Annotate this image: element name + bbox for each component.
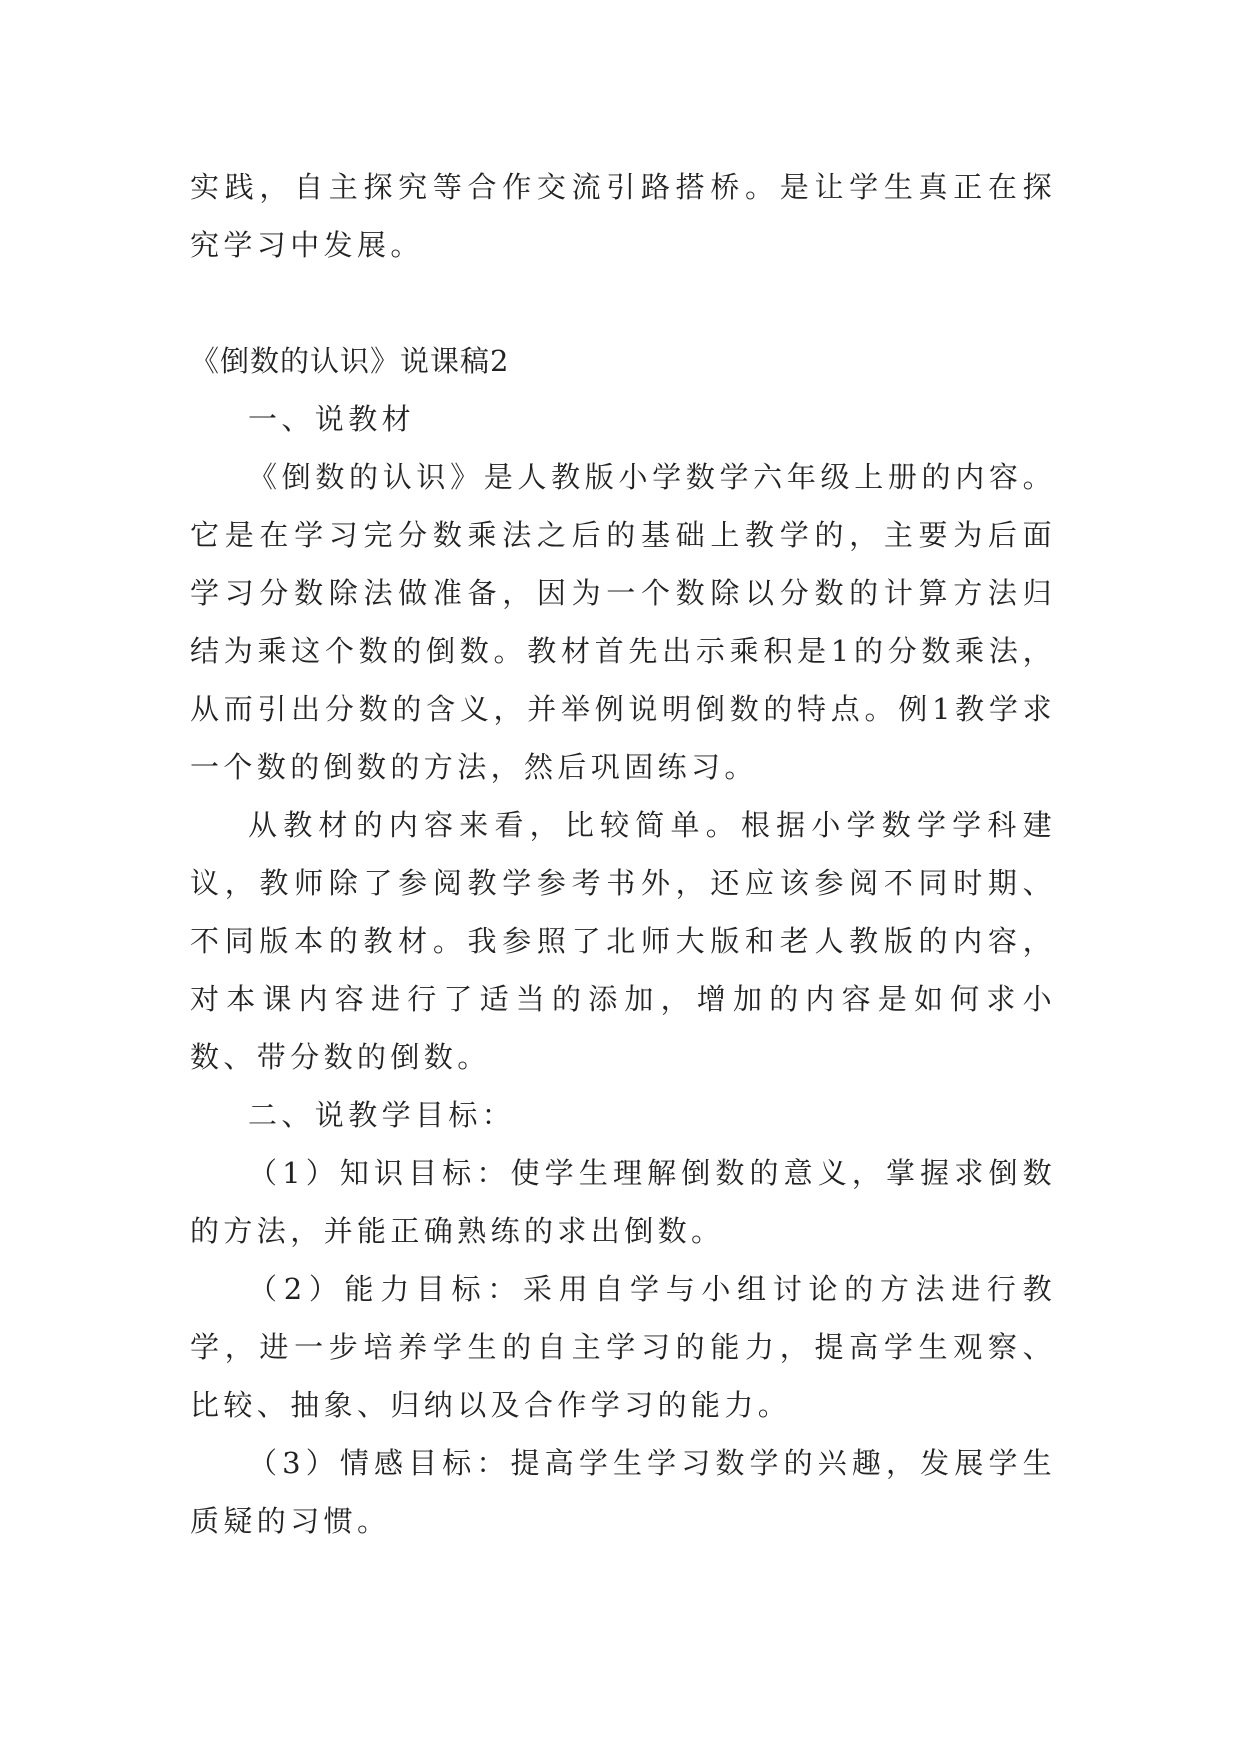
paragraph-continued: 实践，自主探究等合作交流引路搭桥。是让学生真正在探究学习中发展。 [190, 170, 1056, 262]
section-heading-goals: 二、说教学目标： [248, 1098, 516, 1132]
blank-line [190, 274, 1056, 332]
paragraph-textbook-analysis: 从教材的内容来看，比较简单。根据小学数学学科建议，教师除了参阅教学参考书外，还应该参阅不同时期、不同版本的教材。我参照了北师大版和老人教版的内容，对本课内容进行了适当的添加，增加的内容是如何求小数、带分数的倒数。 [190, 808, 1056, 1074]
paragraph-textbook-intro: 《倒数的认识》是人教版小学数学六年级上册的内容。它是在学习完分数乘法之后的基础上教学的，主要为后面学习分数除法做准备，因为一个数除以分数的计算方法归结为乘这个数的倒数。教材首先出示乘积是1的分数乘法，从而引出分数的含义，并举例说明倒数的特点。例1教学求一个数的倒数的方法，然后巩固练习。 [190, 460, 1056, 784]
section-heading-textbook: 一、说教材 [248, 402, 416, 436]
document-body [190, 158, 1056, 1550]
goal-ability: （2）能力目标：采用自学与小组讨论的方法进行教学，进一步培养学生的自主学习的能力，提高学生观察、比较、抽象、归纳以及合作学习的能力。 [190, 1272, 1056, 1422]
goal-emotion: （3）情感目标：提高学生学习数学的兴趣，发展学生质疑的习惯。 [190, 1446, 1056, 1538]
document-title: 《倒数的认识》说课稿2 [190, 344, 510, 378]
goal-knowledge: （1）知识目标：使学生理解倒数的意义，掌握求倒数的方法，并能正确熟练的求出倒数。 [190, 1156, 1056, 1248]
